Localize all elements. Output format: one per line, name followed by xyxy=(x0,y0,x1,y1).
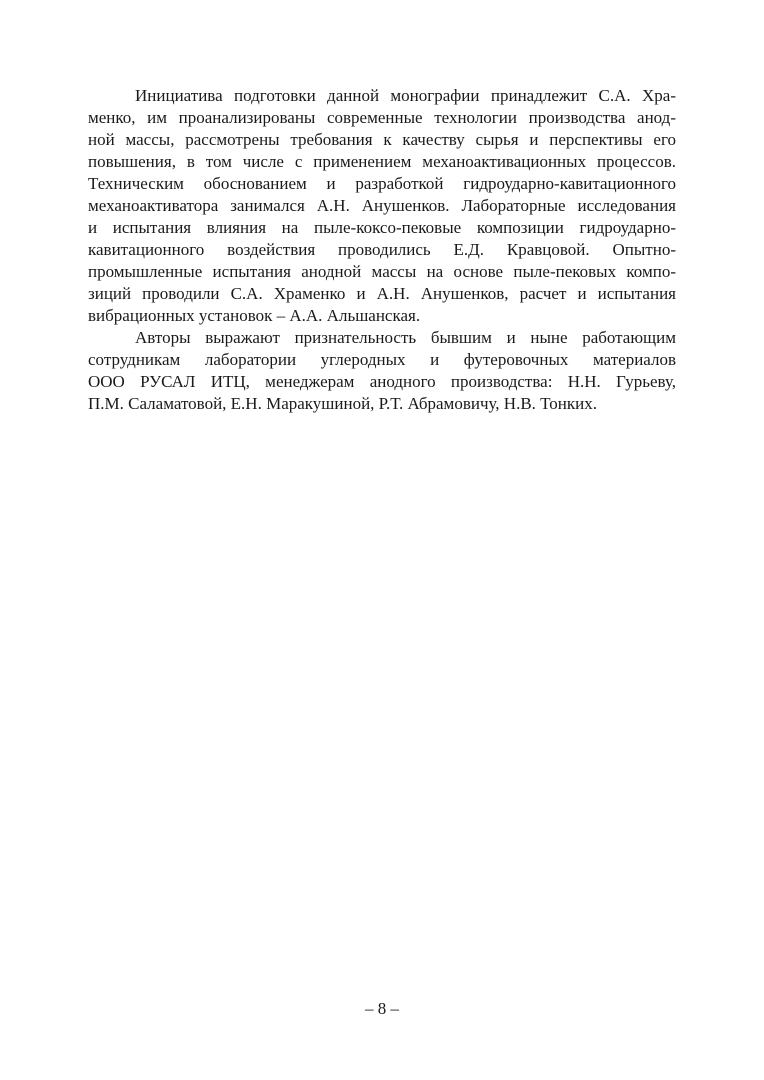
paragraph-1 xyxy=(88,85,676,327)
text-line: сотрудникам лаборатории углеродных и футеровочных материалов xyxy=(88,350,676,369)
text-line: ной массы, рассмотрены требования к качеству сырья и перспективы его xyxy=(88,130,676,149)
paragraph-2 xyxy=(88,327,676,415)
text-line: менко, им проанализированы современные технологии производства анод- xyxy=(88,108,676,127)
text-line: П.М. Саламатовой, Е.Н. Маракушиной, Р.Т. Абрамовичу, Н.В. Тонких. xyxy=(88,394,597,413)
text-line: Инициатива подготовки данной монографии принадлежит С.А. Хра- xyxy=(135,86,676,105)
text-line: промышленные испытания анодной массы на основе пыле-пековых компо- xyxy=(88,262,676,281)
text-line: повышения, в том числе с применением механоактивационных процессов. xyxy=(88,152,676,171)
text-line: и испытания влияния на пыле-коксо-пековые композиции гидроударно- xyxy=(88,218,676,237)
page-number: – 8 – xyxy=(365,999,399,1018)
text-line: Техническим обоснованием и разработкой гидроударно-кавитационного xyxy=(88,174,676,193)
text-line: Авторы выражают признательность бывшим и ныне работающим xyxy=(135,328,676,347)
text-line: вибрационных установок – А.А. Альшанская. xyxy=(88,306,421,325)
text-line: кавитационного воздействия проводились Е.Д. Кравцовой. Опытно- xyxy=(88,240,676,259)
text-line: механоактиватора занимался А.Н. Анушенков. Лабораторные исследования xyxy=(88,196,676,215)
body-text-block xyxy=(88,85,676,415)
text-line: зиций проводили С.А. Храменко и А.Н. Анушенков, расчет и испытания xyxy=(88,284,676,303)
text-line: ООО РУСАЛ ИТЦ, менеджерам анодного производства: Н.Н. Гурьеву, xyxy=(88,372,676,391)
